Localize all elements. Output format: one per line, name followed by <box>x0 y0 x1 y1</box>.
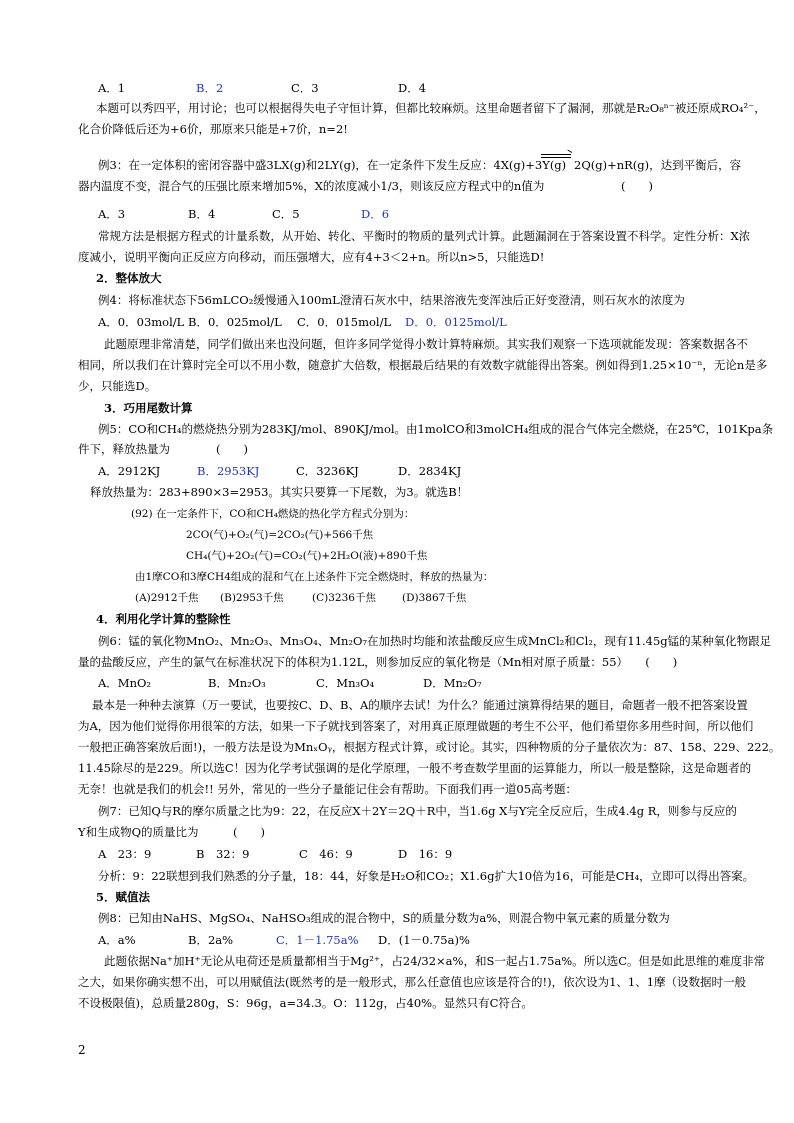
text-line: 例8：已知由NaHS、MgSO₄、NaHSO₃组成的混合物中，S的质量分数为a%，则混合物中氧元素的质量分数为 <box>98 911 670 925</box>
text-line: 例5：CO和CH₄的燃烧热分别为283KJ/mol、890KJ/mol。由1molCO和3molCH₄组成的混合气体完全燃烧，在25℃，101Kpa条 <box>98 422 774 436</box>
text-line: 度减小，说明平衡向正反应方向移动，而压强增大，应有4+3＜2+n。所以n>5，只能选D! <box>78 250 545 264</box>
text-line: 相同，所以我们在计算时完全可以不用小数，随意扩大倍数，根据最后结果的有效数字就能得出答案。例如得到1.25×10⁻ⁿ，无论n是多 <box>78 358 768 372</box>
answer-option: C 46：9 <box>299 847 353 861</box>
section-heading: 2．整体放大 <box>96 271 162 285</box>
text-line: 2Q(g)+nR(g)，达到平衡后，容 <box>574 158 742 172</box>
text-line: 此题依据Na⁺加H⁺无论从电荷还是质量都相当于Mg²⁺，占24/32×a%，和S一起占1.75a%。所以选C。但是如此思维的难度非常 <box>104 954 766 968</box>
answer-option: D．4 <box>398 81 427 95</box>
text-line: 常规方法是根据方程式的计量系数，从开始、转化、平衡时的物质的量列式计算。此题漏洞在于答案设置不科学。定性分析：X浓 <box>98 229 751 243</box>
text-line: 11.45除尽的是229。所以选C！因为化学考试强调的是化学原理，一般不考查数学里面的运算能力，所以一般是整除，这是命题者的 <box>78 761 752 775</box>
answer-option: C．3236KJ <box>296 464 359 478</box>
text-line: 释放热量为：283+890×3=2953。其实只要算一下尾数，为3。就选B！ <box>90 485 469 499</box>
answer-option: (D)3867千焦 <box>402 592 467 604</box>
text-line: 例3：在一定体积的密闭容器中盛3LX(g)和2LY(g)，在一定条件下发生反应：4X(g)+3Y(g) <box>98 158 567 172</box>
text-line: 为A，因为他们觉得你用很笨的方法，如果一下子就找到答案了，对用真正原理做题的考生不公平，他们希望你多用些时间，所以他们 <box>78 719 754 733</box>
text-line: 2CO(气)+O₂(气)=2CO₂(气)+566千焦 <box>186 529 374 541</box>
answer-option: C．1－1.75a% <box>276 933 359 947</box>
text-line: 一般把正确答案放后面!)，一般方法是设为MnₓOᵧ，根据方程式计算，或讨论。其实，四种物质的分子量依次为：87、158、229、222。 <box>78 740 781 754</box>
text-line: CH₄(气)+2O₂(气)=CO₂(气)+2H₂O(液)+890千焦 <box>186 550 428 562</box>
text-line: (92) 在一定条件下，CO和CH₄燃烧的热化学方程式分别为： <box>131 508 415 520</box>
answer-option: D．2834KJ <box>398 464 462 478</box>
answer-option: D 16：9 <box>398 847 453 861</box>
answer-option: B．2a% <box>188 933 234 947</box>
section-heading: 5．赋值法 <box>96 890 151 904</box>
text-line: 此题原理非常清楚，同学们做出来也没问题，但许多同学觉得小数计算特麻烦。其实我们观察一下选项就能发现：答案数据各不 <box>104 337 748 351</box>
text-line: 之大，如果你确实想不出，可以用赋值法(既然考的是一般形式，那么任意值也应该是符合的!)，依次设为1、1、1摩（设数据时一般 <box>78 975 747 989</box>
page-number: 2 <box>78 1043 86 1057</box>
text-line: 例7：已知Q与R的摩尔质量之比为9：22，在反应X＋2Y＝2Q＋R中，当1.6g X与Y完全反应后，生成4.4g R，则参与反应的 <box>98 804 737 818</box>
section-heading: 4．利用化学计算的整除性 <box>96 612 231 626</box>
answer-option: (C)3236千焦 <box>312 592 376 604</box>
answer-option: A．a% <box>98 933 136 947</box>
answer-option: A．MnO₂ <box>98 676 152 690</box>
text-line: 量的盐酸反应，产生的氯气在标准状况下的体积为1.12L，则参加反应的氧化物是（Mn相对原子质量：55） ( ) <box>78 655 678 669</box>
text-line: 最本是一种种去演算（万一要试，也要按C、D、B、A的顺序去试！为什么？能通过演算得结果的题目，命题者一般不把答案设置 <box>92 698 748 712</box>
text-line: 化合价降低后还为+6价，那原来只能是+7价，n=2! <box>78 122 348 136</box>
text-line: 件下，释放热量为 ( ) <box>78 442 248 456</box>
answer-option: (A)2912千焦 <box>135 592 199 604</box>
text-line: 分析：9：22联想到我们熟悉的分子量，18：44，好象是H₂O和CO₂；X1.6g扩大10倍为16，可能是CH₄，立即可以得出答案。 <box>98 869 755 883</box>
answer-option: A 23：9 <box>98 847 152 861</box>
text-line: 例6：锰的氧化物MnO₂、Mn₂O₃、Mn₃O₄、Mn₂O₇在加热时均能和浓盐酸反应生成MnCl₂和Cl₂，现有11.45g锰的某种氧化物跟足 <box>98 634 772 648</box>
answer-option: A．0．03mol/L <box>98 315 185 329</box>
text-line: 少，只能选D。 <box>78 379 157 393</box>
answer-option: D．Mn₂O₇ <box>423 676 482 690</box>
text-line: 不设极限值)，总质量280g，S：96g，a=34.3。O：112g，占40%。显然只有C符合。 <box>78 996 533 1010</box>
answer-option: B．4 <box>188 207 216 221</box>
answer-option: B 32：9 <box>196 847 250 861</box>
answer-option: A．1 <box>98 81 126 95</box>
answer-option: C．3 <box>291 81 319 95</box>
text-line: 例4：将标准状态下56mLCO₂缓慢通入100mL澄清石灰水中，结果溶液先变浑浊后正好变澄清，则石灰水的浓度为 <box>98 293 685 307</box>
answer-option: A．3 <box>98 207 126 221</box>
answer-option: B．0．025mol/L <box>188 315 282 329</box>
answer-option: (B)2953千焦 <box>220 592 284 604</box>
text-line: Y和生成物Q的质量比为 ( ) <box>78 825 265 839</box>
answer-option: D．(1－0.75a)% <box>378 933 470 947</box>
answer-option: C．5 <box>272 207 300 221</box>
text-line: 无奈！也就是我们的机会!! 另外，常见的一些分子量能记住会有帮助。下面我们再一道05高考题： <box>78 782 578 796</box>
text-line: 器内温度不变，混合气的压强比原来增加5%，X的浓度减小1/3，则该反应方程式中的n值为 <box>78 179 545 193</box>
answer-option: B．2 <box>196 81 224 95</box>
text-line: ( ) <box>621 179 653 193</box>
answer-option: C．Mn₃O₄ <box>316 676 375 690</box>
answer-option: D．0．0125mol/L <box>405 315 507 329</box>
answer-option: B．2953KJ <box>197 464 260 478</box>
text-line: 由1摩CO和3摩CH4组成的混和气在上述条件下完全燃烧时，释放的热量为： <box>135 571 494 583</box>
answer-option: B．Mn₂O₃ <box>208 676 266 690</box>
section-heading: 3．巧用尾数计算 <box>104 401 193 415</box>
answer-option: C．0．015mol/L <box>297 315 392 329</box>
answer-option: A．2912KJ <box>98 464 161 478</box>
answer-option: D．6 <box>361 207 390 221</box>
text-line: 本题可以秀四平，用讨论；也可以根据得失电子守恒计算，但都比较麻烦。这里命题者留下了漏洞，那就是R₂O₈ⁿ⁻被还原成RO₄²⁻， <box>96 101 766 115</box>
